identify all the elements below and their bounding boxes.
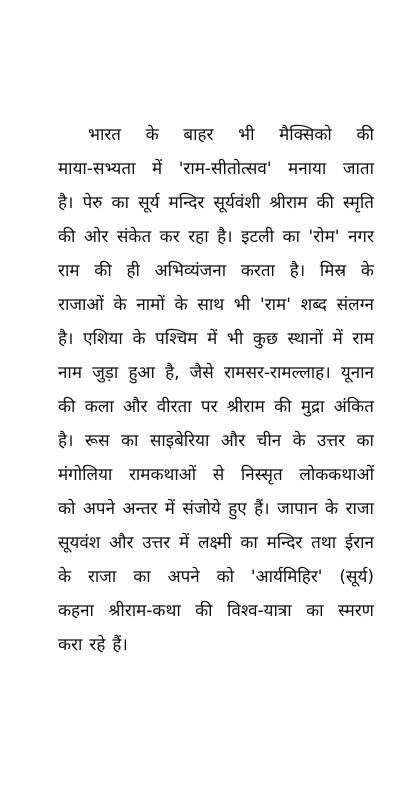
word: ओर <box>84 227 109 247</box>
word: के <box>292 431 306 451</box>
word: सूयवंश <box>58 533 101 553</box>
word: अपने <box>82 499 116 519</box>
word: पर <box>200 397 218 417</box>
word: श्रीराम <box>269 193 308 213</box>
word: नामों <box>136 295 165 315</box>
word: श्रीराम <box>226 397 265 417</box>
word: सूर्यवंशी <box>213 193 261 213</box>
word: मैक्सिको <box>279 125 332 145</box>
word: कहना <box>58 601 94 621</box>
word: संजोये <box>182 499 221 519</box>
word: की <box>274 397 292 417</box>
word: रूस <box>84 431 110 451</box>
word: विश्व-यात्रा <box>226 601 292 621</box>
paragraph-line <box>58 424 374 458</box>
word: पेरु <box>82 193 103 213</box>
word: भी <box>233 295 251 315</box>
word: को <box>58 499 76 519</box>
paragraph-line <box>58 322 374 356</box>
word: है। <box>58 193 74 213</box>
word: राम <box>352 329 374 349</box>
word: की <box>356 125 374 145</box>
word: और <box>109 533 134 553</box>
word: के <box>132 329 146 349</box>
word: अभिव्यंजना <box>154 261 227 281</box>
word: शब्द <box>300 295 327 315</box>
word: मंगोलिया <box>58 465 113 485</box>
word: जैसे <box>189 363 214 383</box>
word: लक्ष्मी <box>197 533 232 553</box>
word: कर <box>159 227 180 247</box>
word: की <box>58 397 76 417</box>
word: यूनान <box>340 363 374 383</box>
word: करता <box>240 261 275 281</box>
word: अंकित <box>333 397 374 417</box>
word: में <box>332 329 343 349</box>
word: है। <box>217 227 233 247</box>
word: नाम <box>58 363 83 383</box>
word: ही <box>126 261 140 281</box>
paragraph-line <box>58 220 374 254</box>
word: की <box>58 227 76 247</box>
word: के <box>113 295 127 315</box>
word: ईरान <box>344 533 374 553</box>
word: और <box>123 397 148 417</box>
paragraph-line <box>58 390 374 424</box>
word: में <box>164 499 175 519</box>
paragraph-line <box>58 254 374 288</box>
paragraph-line <box>58 560 374 594</box>
word: 'आर्यमिहिर' <box>250 567 323 587</box>
paragraph-line <box>58 628 374 662</box>
word: पश्चिम <box>155 329 198 349</box>
word: मिस्र <box>319 261 347 281</box>
word: साइबेरिया <box>149 431 210 451</box>
word: राजा <box>345 499 374 519</box>
word: भी <box>238 125 255 145</box>
word: रामकथाओं <box>128 465 197 485</box>
word: बाहर <box>183 125 214 145</box>
paragraph-line <box>58 526 374 560</box>
word: की <box>94 261 112 281</box>
word: के <box>145 125 159 145</box>
word: का <box>356 431 374 451</box>
word: कुछ <box>252 329 278 349</box>
paragraph-line <box>58 458 374 492</box>
word: हैं। <box>112 635 128 655</box>
paragraph-line <box>58 288 374 322</box>
word: भारत <box>88 125 121 145</box>
paragraph <box>58 118 374 662</box>
word: संलग्न <box>336 295 374 315</box>
word: हुए <box>228 499 247 519</box>
word: मुद्रा <box>300 397 325 417</box>
word: भी <box>226 329 244 349</box>
word: सूर्य <box>138 193 160 213</box>
word: (सूर्य) <box>339 567 374 587</box>
word: जुड़ा <box>92 363 119 383</box>
word: इटली <box>241 227 275 247</box>
word: श्रीराम-कथा <box>108 601 181 621</box>
word: मन्दिर <box>266 533 303 553</box>
word: तथा <box>311 533 337 553</box>
word: में <box>179 533 190 553</box>
word: राम <box>58 261 80 281</box>
paragraph-line <box>58 356 374 390</box>
word: लोककथाओं <box>299 465 374 485</box>
word: मनाया <box>288 159 327 179</box>
word: अपने <box>167 567 200 587</box>
word: स्मरण <box>337 601 374 621</box>
word: का <box>133 567 151 587</box>
word: है। <box>58 329 74 349</box>
word: है, <box>165 363 180 383</box>
word: उत्तर <box>317 431 346 451</box>
word: एशिया <box>83 329 123 349</box>
word: चीन <box>256 431 282 451</box>
word: में <box>152 159 163 179</box>
word: 'राम-सीतोत्सव' <box>178 159 272 179</box>
word: के <box>174 295 188 315</box>
word: में <box>207 329 218 349</box>
paragraph-line <box>58 594 374 628</box>
word: का <box>111 193 129 213</box>
paragraph-line <box>58 118 374 152</box>
word: की <box>195 601 213 621</box>
word: करा <box>58 635 83 655</box>
word: जाता <box>342 159 374 179</box>
word: को <box>216 567 235 587</box>
word: साथ <box>197 295 225 315</box>
word: हुआ <box>128 363 155 383</box>
word: है। <box>289 261 306 281</box>
word: है। <box>58 431 74 451</box>
word: के <box>360 261 374 281</box>
word: का <box>120 431 139 451</box>
word: राजाओं <box>58 295 104 315</box>
word: नगर <box>347 227 374 247</box>
paragraph-line <box>58 492 374 526</box>
word: स्मृति <box>343 193 374 213</box>
word: स्थानों <box>287 329 323 349</box>
word: राजा <box>87 567 117 587</box>
word: 'रोम' <box>308 227 340 247</box>
word: माया-सभ्यता <box>58 159 136 179</box>
word: रहा <box>188 227 209 247</box>
word: का <box>306 601 324 621</box>
word: वीरता <box>156 397 192 417</box>
word: कला <box>84 397 114 417</box>
word: संकेत <box>116 227 152 247</box>
word: और <box>220 431 246 451</box>
word: का <box>282 227 301 247</box>
word: उत्तर <box>142 533 171 553</box>
word: का <box>240 533 258 553</box>
word: के <box>325 499 339 519</box>
word: रहे <box>89 635 106 655</box>
word: से <box>212 465 225 485</box>
word: निस्सृत <box>240 465 283 485</box>
word: 'राम' <box>260 295 291 315</box>
word: हैं। <box>254 499 270 519</box>
paragraph-line <box>58 186 374 220</box>
word: मन्दिर <box>168 193 205 213</box>
paragraph-line <box>58 152 374 186</box>
word: अन्तर <box>122 499 158 519</box>
word: की <box>316 193 334 213</box>
word: जापान <box>277 499 318 519</box>
word: रामसर-रामल्लाह। <box>223 363 331 383</box>
word: के <box>58 567 72 587</box>
